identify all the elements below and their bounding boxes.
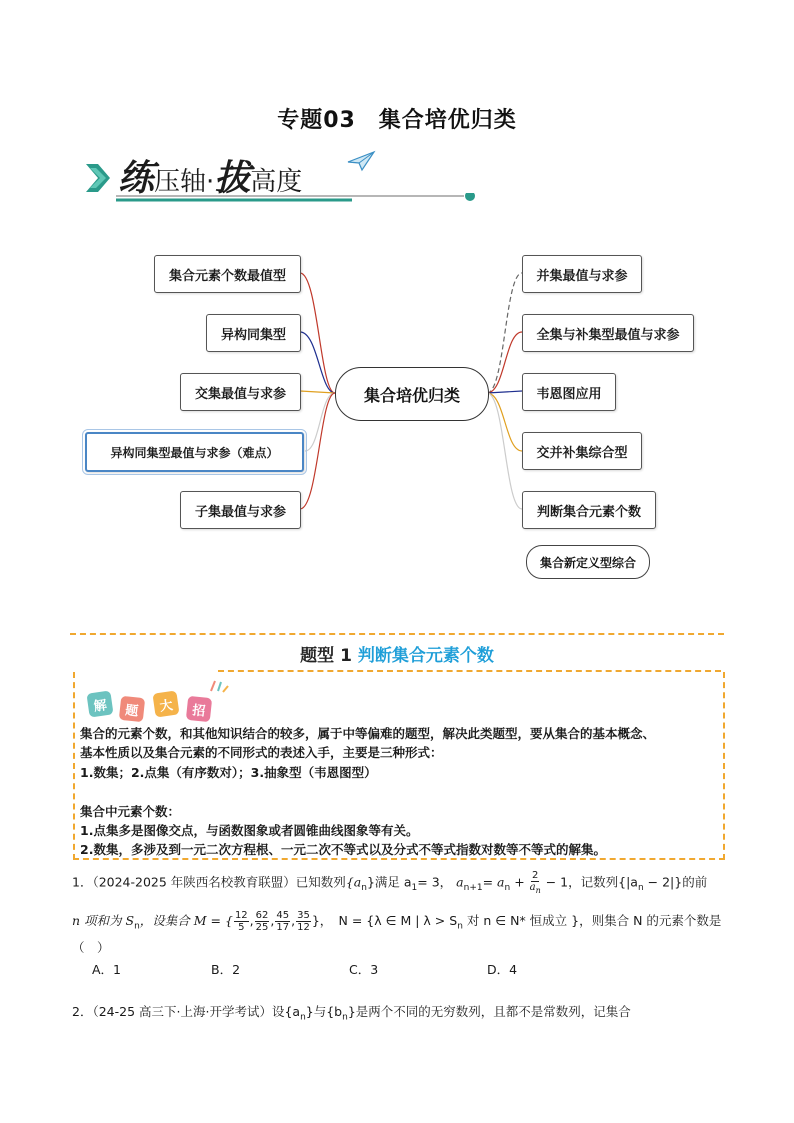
tips-line-7: 2.数集，多涉及到一元二次方程根、一元二次不等式以及分式不等式指数对数等不等式的解集。 [80,842,606,857]
tips-badge-4: 招 [186,696,212,722]
page-title: 专题03 集合培优归类 [277,108,517,133]
section-divider [70,633,724,635]
option-c[interactable]: C．3 [349,962,379,977]
mindmap-node-left-4[interactable]: 异构同集型最值与求参（难点） [85,432,304,472]
option-d[interactable]: D．4 [487,962,518,977]
banner-text-1: 压轴· [154,167,215,197]
question-1-line-2: n 项和为 $S_n$，设集合 M = { $\frac{12}{5}$ , $\frac{62}{25}$ , $\frac{45}{17}$ , $\frac{35}{12}$ }， N = {λ ∈ M | $\lambda > S_n$ 对 n ∈ N* 恒成立 }，则集合 N 的元素个数是 [72,910,722,933]
mindmap-node-right-4[interactable]: 交并补集综合型 [522,432,642,470]
mindmap-center-node[interactable]: 集合培优归类 [335,367,489,421]
option-b[interactable]: B．2 [211,962,241,977]
question-1-answer-paren: （ ） [72,940,110,955]
tips-badge-2: 题 [119,696,145,722]
mindmap-node-left-5[interactable]: 子集最值与求参 [180,491,301,529]
tips-badge-1: 解 [86,690,113,717]
mindmap-node-right-5[interactable]: 判断集合元素个数 [522,491,656,529]
section-heading [0,641,794,666]
mindmap-node-right-2[interactable]: 全集与补集型最值与求参 [522,314,694,352]
mindmap-node-left-3[interactable]: 交集最值与求参 [180,373,301,411]
tips-line-1: 集合的元素个数，和其他知识结合的较多，属于中等偏难的题型，解决此类题型，要从集合的基本概念、 [80,726,656,741]
tips-top-border [218,670,721,672]
banner-char-1: 练 [118,157,155,199]
question-1-line-1: 1．（2024-2025 年陕西名校教育联盟）已知数列$\{a_n\}$满足 $a_1= 3$， $a_{n+1}= a_n$ + $\frac{2}{a_n}$ − 1，记数列$\{|a_n - 2|\}$的前 [72,870,708,895]
section-label: 题型 1 [300,646,352,666]
sparkle-icon [209,679,229,699]
banner-char-2: 拔 [214,157,251,199]
tips-line-2: 基本性质以及集合元素的不同形式的表述入手，主要是三种形式： [80,745,443,760]
mindmap-node-right-3[interactable]: 韦恩图应用 [522,373,616,411]
section-name: 判断集合元素个数 [357,646,494,666]
banner-text-2: 高度 [250,167,303,197]
mindmap-node-right-1[interactable]: 并集最值与求参 [522,255,642,293]
mindmap-node-left-1[interactable]: 集合元素个数最值型 [154,255,301,293]
tips-line-3: 1.数集；2.点集（有序数对）；3.抽象型（韦恩图型） [80,765,377,780]
tips-line-6: 1.点集多是图像交点，与函数图象或者圆锥曲线图象等有关。 [80,823,419,838]
question-2-line-1: 2．（24-25 高三下·上海·开学考试）设$\{a_n\}$与$\{b_n\}$是两个不同的无穷数列，且都不是常数列，记集合 [72,1004,631,1023]
tips-line-5: 集合中元素个数： [80,804,181,819]
option-a[interactable]: A．1 [92,962,122,977]
tips-badge-3: 大 [152,690,179,717]
mindmap-node-left-2[interactable]: 异构同集型 [206,314,301,352]
mindmap-node-right-6[interactable]: 集合新定义型综合 [526,545,650,579]
